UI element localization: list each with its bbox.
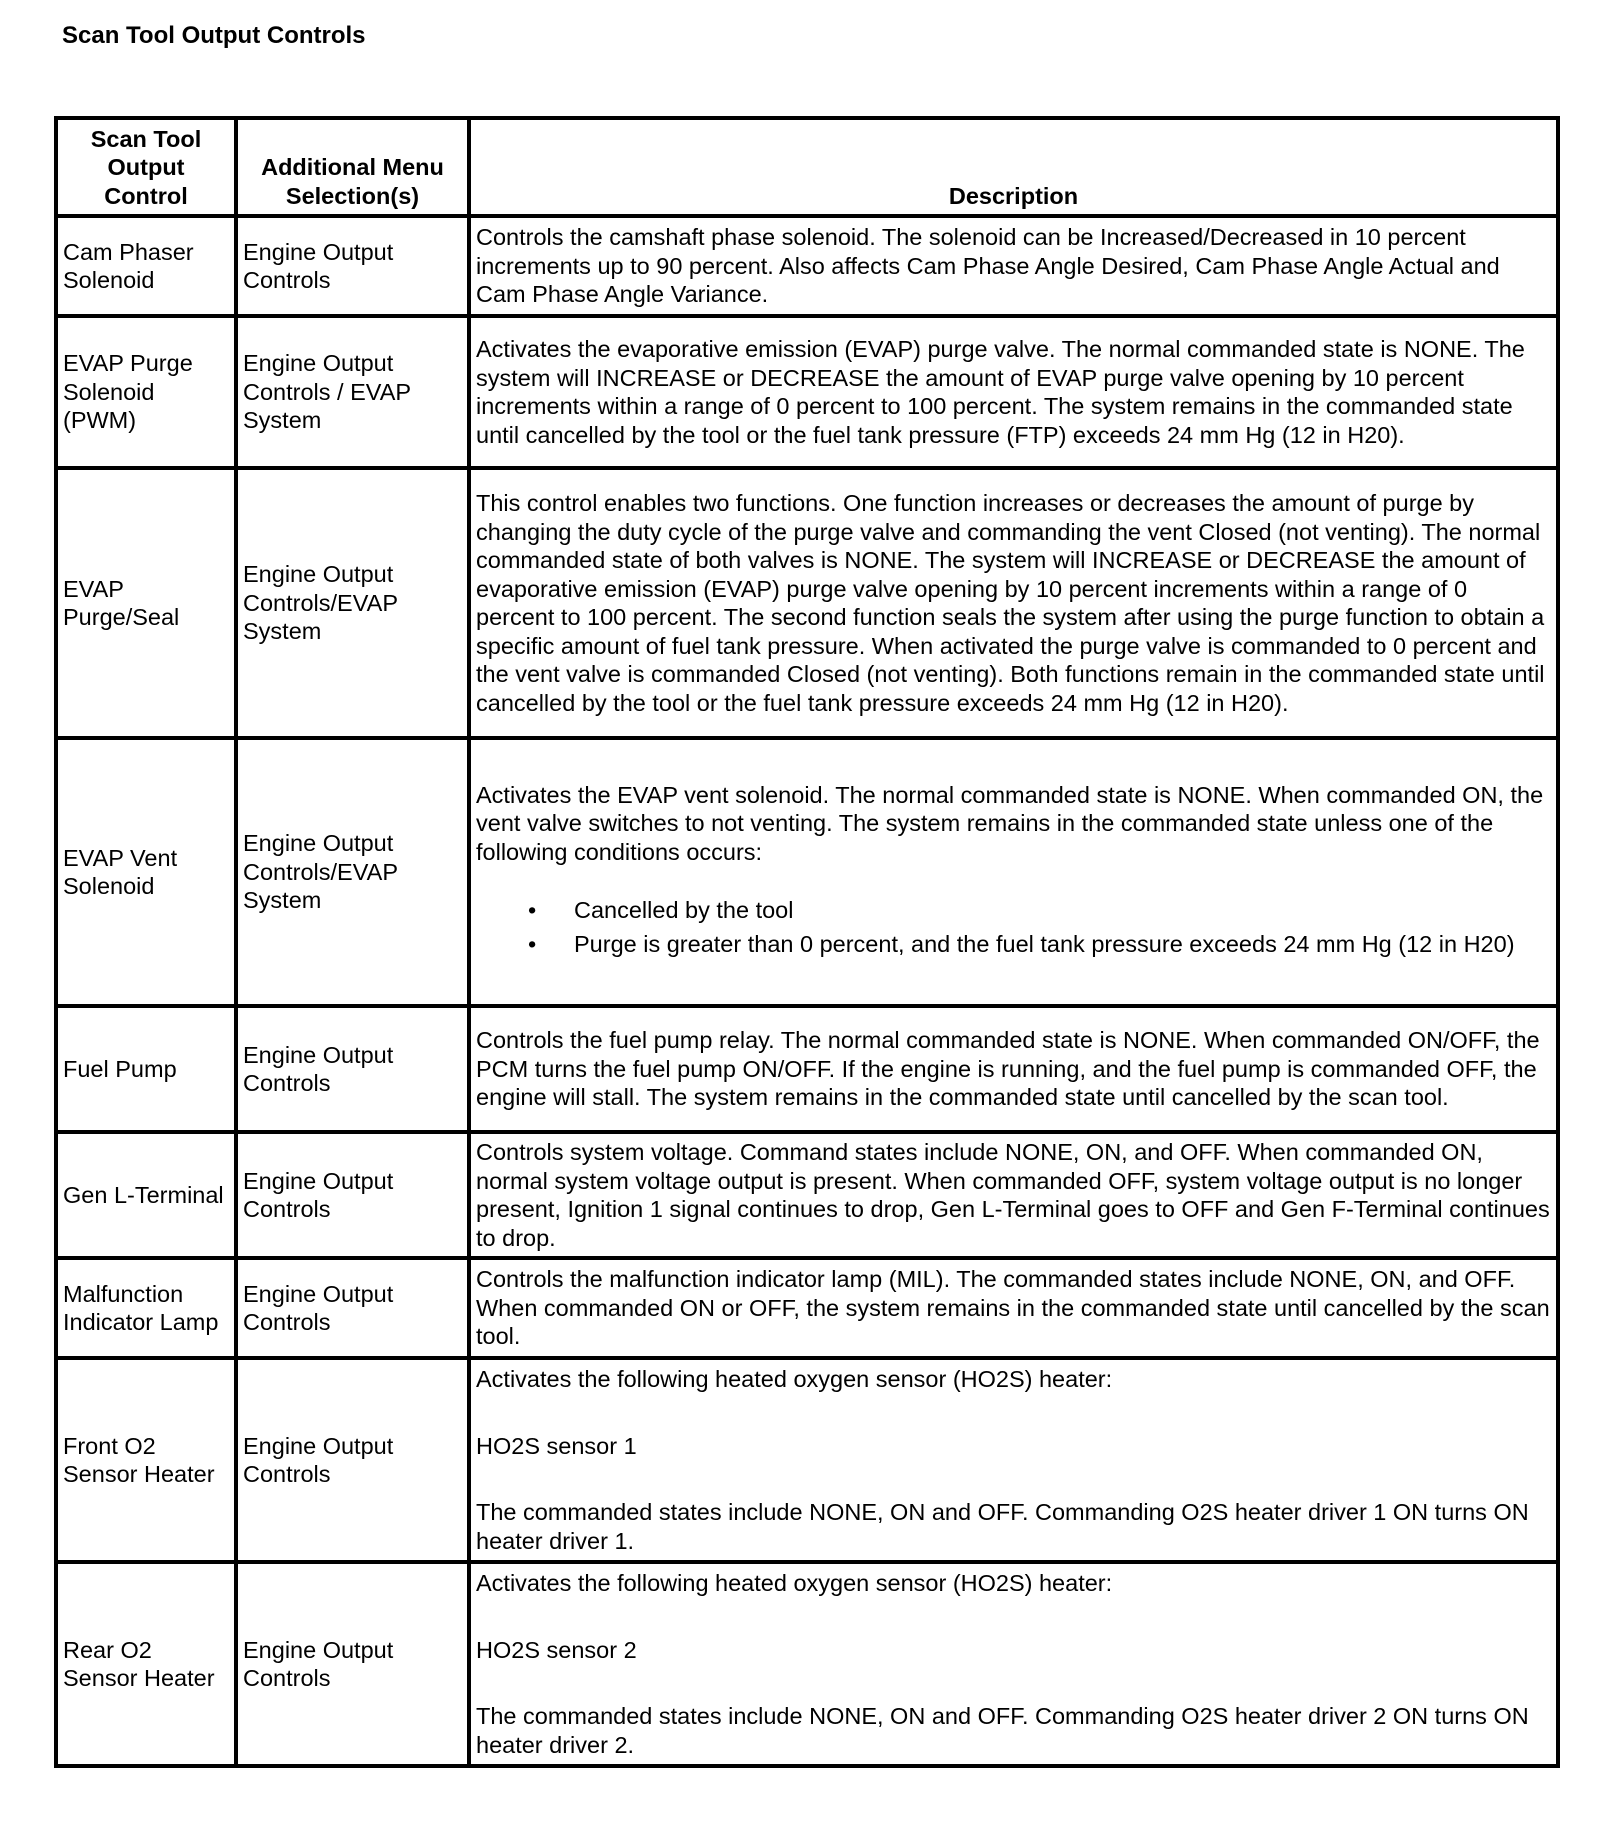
- table-row: [56, 468, 1558, 738]
- table-row: [56, 216, 1558, 316]
- table-row: [56, 1006, 1558, 1132]
- table-row: [56, 1562, 1558, 1766]
- sensor-name: HO2S sensor 1: [476, 1432, 637, 1459]
- control-cell: Front O2 Sensor Heater: [56, 1358, 236, 1562]
- menu-cell: Engine Output Controls: [236, 1258, 469, 1358]
- description-cell: Controls the camshaft phase solenoid. The solenoid can be Increased/Decreased in 10 percent increments up to 90 percent. Also affects Cam Phase Angle Desired, Cam Phase Angle Actual and Cam Phase Angle Variance.: [469, 216, 1558, 316]
- control-cell: EVAP Purge/Seal: [56, 468, 236, 738]
- list-item-text: Purge is greater than 0 percent, and the fuel tank pressure exceeds 24 mm Hg (12 in H20): [574, 930, 1515, 957]
- bullet-icon: •: [528, 897, 537, 924]
- description-cell: [469, 1562, 1558, 1766]
- description-cell: Controls system voltage. Command states include NONE, ON, and OFF. When commanded ON, normal system voltage output is present. When commanded OFF, system voltage output is no longer present, Ignition 1 signal continues to drop, Gen L-Terminal goes to OFF and Gen F-Terminal continues to drop.: [469, 1132, 1558, 1258]
- description-cell: This control enables two functions. One function increases or decreases the amount of purge by changing the duty cycle of the purge valve and commanding the vent Closed (not venting). The normal commanded state of both valves is NONE. The system will INCREASE or DECREASE the amount of evaporative emission (EVAP) purge valve opening by 10 percent increments within a range of 0 percent to 100 percent. The second function seals the system after using the purge function to obtain a specific amount of fuel tank pressure. When activated the purge valve is commanded to 0 percent and the vent valve is commanded Closed (not venting). Both functions remain in the commanded state until cancelled by the tool or the fuel tank pressure exceeds 24 mm Hg (12 in H20).: [469, 468, 1558, 738]
- menu-cell: Engine Output Controls/EVAP System: [236, 468, 469, 738]
- control-cell: Cam Phaser Solenoid: [56, 216, 236, 316]
- description-note: The commanded states include NONE, ON and OFF. Commanding O2S heater driver 1 ON turns ON heater driver 1.: [476, 1499, 1529, 1554]
- table-row: [56, 1358, 1558, 1562]
- menu-cell: Engine Output Controls: [236, 1358, 469, 1562]
- description-cell: Controls the fuel pump relay. The normal commanded state is NONE. When commanded ON/OFF, the PCM turns the fuel pump ON/OFF. If the engine is running, and the fuel pump is commanded OFF, the engine will stall. The system remains in the commanded state until cancelled by the scan tool.: [469, 1006, 1558, 1132]
- description-cell: Activates the evaporative emission (EVAP) purge valve. The normal commanded state is NONE. The system will INCREASE or DECREASE the amount of EVAP purge valve opening by 10 percent increments within a range of 0 percent to 100 percent. The system remains in the commanded state until cancelled by the tool or the fuel tank pressure (FTP) exceeds 24 mm Hg (12 in H20).: [469, 316, 1558, 468]
- description-note: The commanded states include NONE, ON and OFF. Commanding O2S heater driver 2 ON turns ON heater driver 2.: [476, 1703, 1529, 1758]
- menu-cell: Engine Output Controls: [236, 216, 469, 316]
- header-control: Scan Tool Output Control: [56, 118, 236, 216]
- description-text: Activates the following heated oxygen sensor (HO2S) heater:: [476, 1570, 1113, 1596]
- bullet-icon: •: [528, 930, 537, 957]
- table-row: [56, 316, 1558, 468]
- menu-cell: Engine Output Controls: [236, 1132, 469, 1258]
- list-item-text: Cancelled by the tool: [574, 897, 794, 924]
- output-controls-table: [54, 116, 1560, 1768]
- list-item: [528, 896, 1551, 925]
- table-row: [56, 1132, 1558, 1258]
- description-cell: [469, 738, 1558, 1006]
- header-description: Description: [469, 118, 1558, 216]
- description-text: Activates the following heated oxygen sensor (HO2S) heater:: [476, 1366, 1113, 1392]
- sensor-name: HO2S sensor 2: [476, 1636, 637, 1663]
- control-cell: EVAP Purge Solenoid (PWM): [56, 316, 236, 468]
- description-text: Activates the EVAP vent solenoid. The normal commanded state is NONE. When commanded ON, the vent valve switches to not venting. The system remains in the commanded state unless one of the following conditions occurs:: [476, 781, 1544, 865]
- table-row: [56, 1258, 1558, 1358]
- menu-cell: Engine Output Controls: [236, 1562, 469, 1766]
- page-title: Scan Tool Output Controls: [62, 22, 366, 49]
- control-cell: Gen L-Terminal: [56, 1132, 236, 1258]
- description-cell: Controls the malfunction indicator lamp (MIL). The commanded states include NONE, ON, and OFF. When commanded ON or OFF, the system remains in the commanded state until cancelled by the scan tool.: [469, 1258, 1558, 1358]
- control-cell: EVAP Vent Solenoid: [56, 738, 236, 1006]
- control-cell: Fuel Pump: [56, 1006, 236, 1132]
- menu-cell: Engine Output Controls: [236, 1006, 469, 1132]
- condition-list: [476, 896, 1551, 958]
- table-row: [56, 738, 1558, 1006]
- control-cell: Malfunction Indicator Lamp: [56, 1258, 236, 1358]
- description-cell: [469, 1358, 1558, 1562]
- control-cell: Rear O2 Sensor Heater: [56, 1562, 236, 1766]
- list-item: [528, 930, 1551, 959]
- header-menu-selection: Additional Menu Selection(s): [236, 118, 469, 216]
- header-row: [56, 118, 1558, 216]
- menu-cell: Engine Output Controls/EVAP System: [236, 738, 469, 1006]
- menu-cell: Engine Output Controls / EVAP System: [236, 316, 469, 468]
